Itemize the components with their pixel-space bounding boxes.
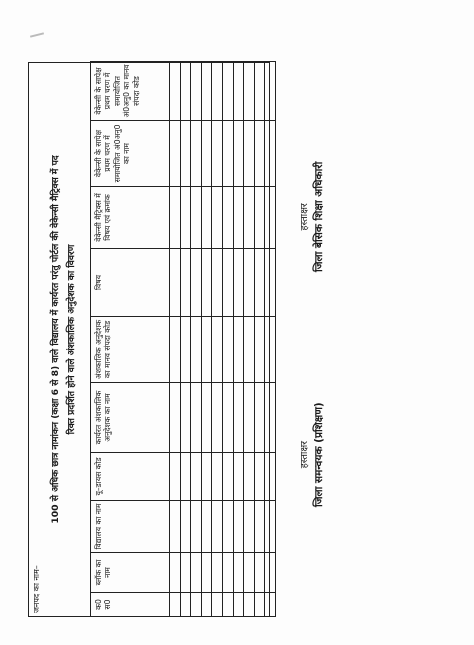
table-cell (170, 249, 181, 317)
table-cell (233, 187, 244, 249)
table-cell (244, 453, 255, 501)
col-header-vacancy-subject: वेकेन्सी मैट्रिक्स में विषय एवं क्रमांक (91, 187, 170, 249)
table-cell (244, 317, 255, 383)
table-body (170, 62, 276, 617)
table-cell (212, 249, 223, 317)
table-cell (191, 249, 202, 317)
table-cell (212, 62, 223, 121)
scan-mark (30, 32, 44, 37)
table-cell (191, 553, 202, 593)
signature-block-coordinator (298, 402, 328, 507)
table-cell (244, 187, 255, 249)
table-cell (191, 62, 202, 121)
table-row (191, 62, 202, 617)
table-row (254, 62, 265, 617)
table-cell (265, 593, 276, 617)
signatory-role: जिला बेसिक शिक्षा अधिकारी (313, 161, 326, 272)
table-cell (201, 553, 212, 593)
table-cell (233, 121, 244, 187)
details-table (90, 61, 276, 617)
signature-label: हस्ताक्षर (299, 440, 310, 469)
table-cell (212, 553, 223, 593)
table-cell (265, 187, 276, 249)
table-cell (265, 453, 276, 501)
table-cell (265, 62, 276, 121)
table-cell (233, 553, 244, 593)
table-cell (191, 453, 202, 501)
table-cell (201, 317, 212, 383)
table-cell (254, 187, 265, 249)
col-header-subject: विषय (91, 249, 170, 317)
table-row (170, 62, 181, 617)
table-cell (180, 62, 191, 121)
table-cell (222, 501, 233, 553)
table-cell (222, 453, 233, 501)
table-cell (201, 453, 212, 501)
district-name-label: जनपद का नाम– (32, 565, 41, 613)
table-cell (222, 62, 233, 121)
table-cell (265, 553, 276, 593)
table-cell (212, 187, 223, 249)
table-cell (265, 317, 276, 383)
table-cell (170, 383, 181, 453)
form-title-line-1: 100 से अधिक छात्र नामांकन (कक्षा 6 से 8) वाले विद्यालय में कार्यरत परंतु पोर्टल की वेकेन्सी मैट्रिक्स में पद (50, 155, 61, 524)
table-cell (244, 62, 255, 121)
table-cell (201, 121, 212, 187)
table-cell (222, 121, 233, 187)
table-cell (254, 553, 265, 593)
table-cell (212, 121, 223, 187)
table-cell (233, 501, 244, 553)
table-cell (233, 453, 244, 501)
table-cell (254, 121, 265, 187)
table-row (212, 62, 223, 617)
table-cell (170, 593, 181, 617)
rotated-form-area (28, 62, 326, 617)
table-cell (180, 593, 191, 617)
table-cell (180, 553, 191, 593)
table-cell (265, 383, 276, 453)
table-row (244, 62, 255, 617)
table-cell (212, 383, 223, 453)
table-cell (191, 501, 202, 553)
table-cell (191, 593, 202, 617)
col-header-instructor-name: कार्यरत अंशकालिक अनुदेशक का नाम (91, 383, 170, 453)
table-cell (212, 501, 223, 553)
signature-block-officer (298, 162, 328, 272)
table-cell (222, 317, 233, 383)
table-row (265, 62, 276, 617)
table-cell (244, 553, 255, 593)
table-cell (265, 501, 276, 553)
table-cell (265, 121, 276, 187)
table-cell (191, 383, 202, 453)
table-cell (180, 121, 191, 187)
table-cell (170, 453, 181, 501)
table-cell (222, 187, 233, 249)
col-header-udise: यू–डायस कोड (91, 453, 170, 501)
table-cell (180, 249, 191, 317)
table-cell (180, 383, 191, 453)
table-cell (233, 249, 244, 317)
table-cell (254, 453, 265, 501)
table-cell (244, 593, 255, 617)
form-title-line-2: रिक्त प्रदर्शित होने वाले अंशकालिक अनुदेशक का विवरण (66, 244, 77, 435)
table-cell (170, 501, 181, 553)
table-cell (201, 62, 212, 121)
table-cell (244, 121, 255, 187)
table-row (222, 62, 233, 617)
table-row (180, 62, 191, 617)
table-cell (244, 249, 255, 317)
table-cell (201, 593, 212, 617)
col-header-school: विद्यालय का नाम (91, 501, 170, 553)
col-header-adjusted-code: वेकेन्सी के सापेक्ष प्रथम चरण में समायोजित अं0अनु0 का मानव संपदा कोड (91, 62, 170, 121)
table-cell (233, 383, 244, 453)
table-cell (254, 249, 265, 317)
table-cell (180, 453, 191, 501)
table-cell (233, 317, 244, 383)
table-cell (222, 383, 233, 453)
col-header-instructor-code: अंशकालिक अनुदेशक का मानव संपदा कोड (91, 317, 170, 383)
table-cell (201, 383, 212, 453)
table-cell (180, 187, 191, 249)
col-header-block: ब्लॉक का नाम (91, 553, 170, 593)
col-header-serial: क0 स0 (91, 593, 170, 617)
table-cell (254, 317, 265, 383)
table-cell (244, 501, 255, 553)
table-cell (265, 249, 276, 317)
table-cell (254, 593, 265, 617)
table-cell (180, 501, 191, 553)
table-cell (254, 383, 265, 453)
table-cell (191, 187, 202, 249)
col-header-adjusted-name: वेकेन्सी के सापेक्ष प्रथम चरण में समायोजित अं0अनु0 का नाम (91, 121, 170, 187)
signature-label: हस्ताक्षर (299, 203, 310, 231)
table-cell (222, 553, 233, 593)
table-cell (201, 501, 212, 553)
table-cell (170, 317, 181, 383)
table-cell (180, 317, 191, 383)
signatory-role: जिला समन्वयक (प्रशिक्षण) (313, 402, 326, 507)
table-cell (222, 593, 233, 617)
table-row (201, 62, 212, 617)
table-cell (212, 593, 223, 617)
table-cell (191, 121, 202, 187)
table-cell (170, 553, 181, 593)
table-cell (170, 187, 181, 249)
table-cell (233, 593, 244, 617)
table-header-row (91, 62, 170, 617)
table-cell (212, 453, 223, 501)
table-row (233, 62, 244, 617)
table-cell (222, 249, 233, 317)
table-cell (201, 249, 212, 317)
table-cell (212, 317, 223, 383)
table-cell (201, 187, 212, 249)
table-cell (233, 62, 244, 121)
table-cell (254, 62, 265, 121)
table-cell (244, 383, 255, 453)
table-cell (191, 317, 202, 383)
table-cell (254, 501, 265, 553)
table-cell (170, 62, 181, 121)
table-cell (170, 121, 181, 187)
